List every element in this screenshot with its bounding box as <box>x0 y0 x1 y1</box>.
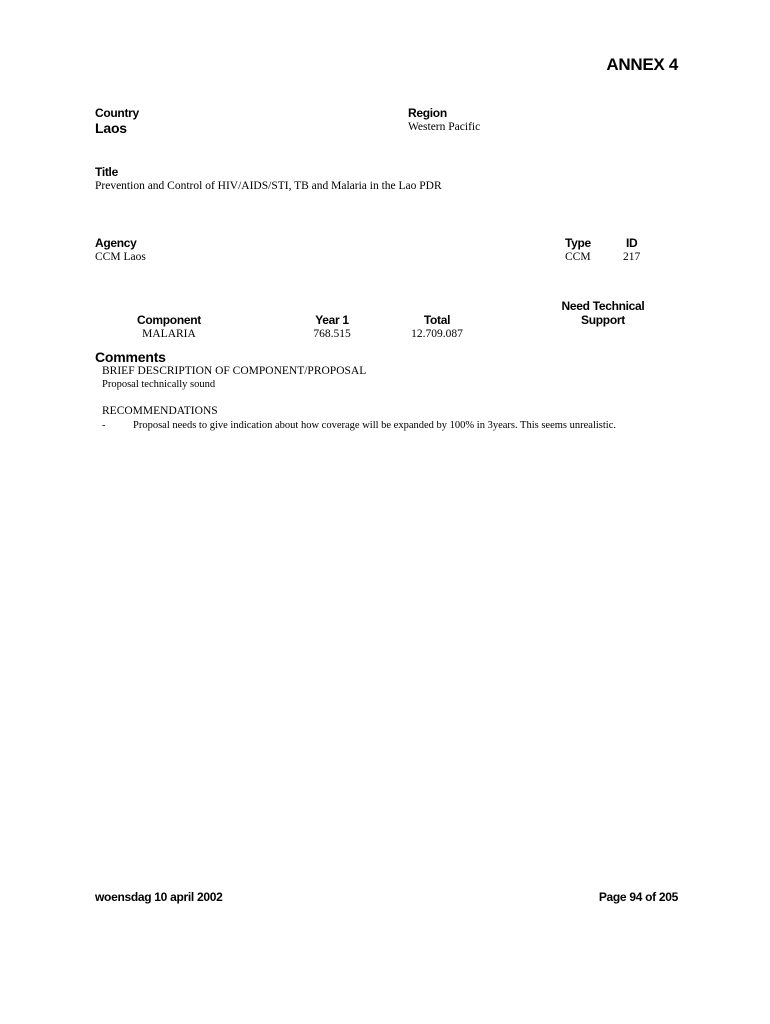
title-value: Prevention and Control of HIV/AIDS/STI, TB and Malaria in the Lao PDR <box>95 180 442 192</box>
table-header-need-ts-line2: Support <box>581 313 625 327</box>
table-cell-year1: 768.515 <box>313 328 351 340</box>
agency-value: CCM Laos <box>95 251 146 263</box>
table-header-total: Total <box>423 313 451 327</box>
brief-description-heading: BRIEF DESCRIPTION OF COMPONENT/PROPOSAL <box>102 365 367 377</box>
type-value: CCM <box>565 251 591 263</box>
country-value: Laos <box>95 120 127 136</box>
region-value: Western Pacific <box>408 121 481 133</box>
id-value: 217 <box>623 251 641 263</box>
footer-page-number: Page 94 of 205 <box>598 890 678 904</box>
agency-label: Agency <box>95 236 137 250</box>
region-label: Region <box>408 106 447 120</box>
recommendation-text: Proposal needs to give indication about how coverage will be expanded by 100% in 3years. This seems unrealistic. <box>133 420 616 431</box>
table-cell-total: 12.709.087 <box>411 328 463 340</box>
comments-heading: Comments <box>95 349 166 365</box>
table-header-need-ts-line1: Need Technical <box>561 299 645 313</box>
table-header-year1: Year 1 <box>315 313 349 327</box>
brief-description-text: Proposal technically sound <box>102 379 216 390</box>
title-label: Title <box>95 165 118 179</box>
id-label: ID <box>626 236 638 250</box>
footer-date: woensdag 10 april 2002 <box>95 890 223 904</box>
recommendation-bullet: - <box>102 420 106 431</box>
table-cell-component: MALARIA <box>142 328 196 340</box>
recommendations-heading: RECOMMENDATIONS <box>102 405 218 417</box>
annex-label: ANNEX 4 <box>606 55 678 74</box>
table-header-component: Component <box>137 313 201 327</box>
country-label: Country <box>95 106 139 120</box>
type-label: Type <box>565 236 591 250</box>
